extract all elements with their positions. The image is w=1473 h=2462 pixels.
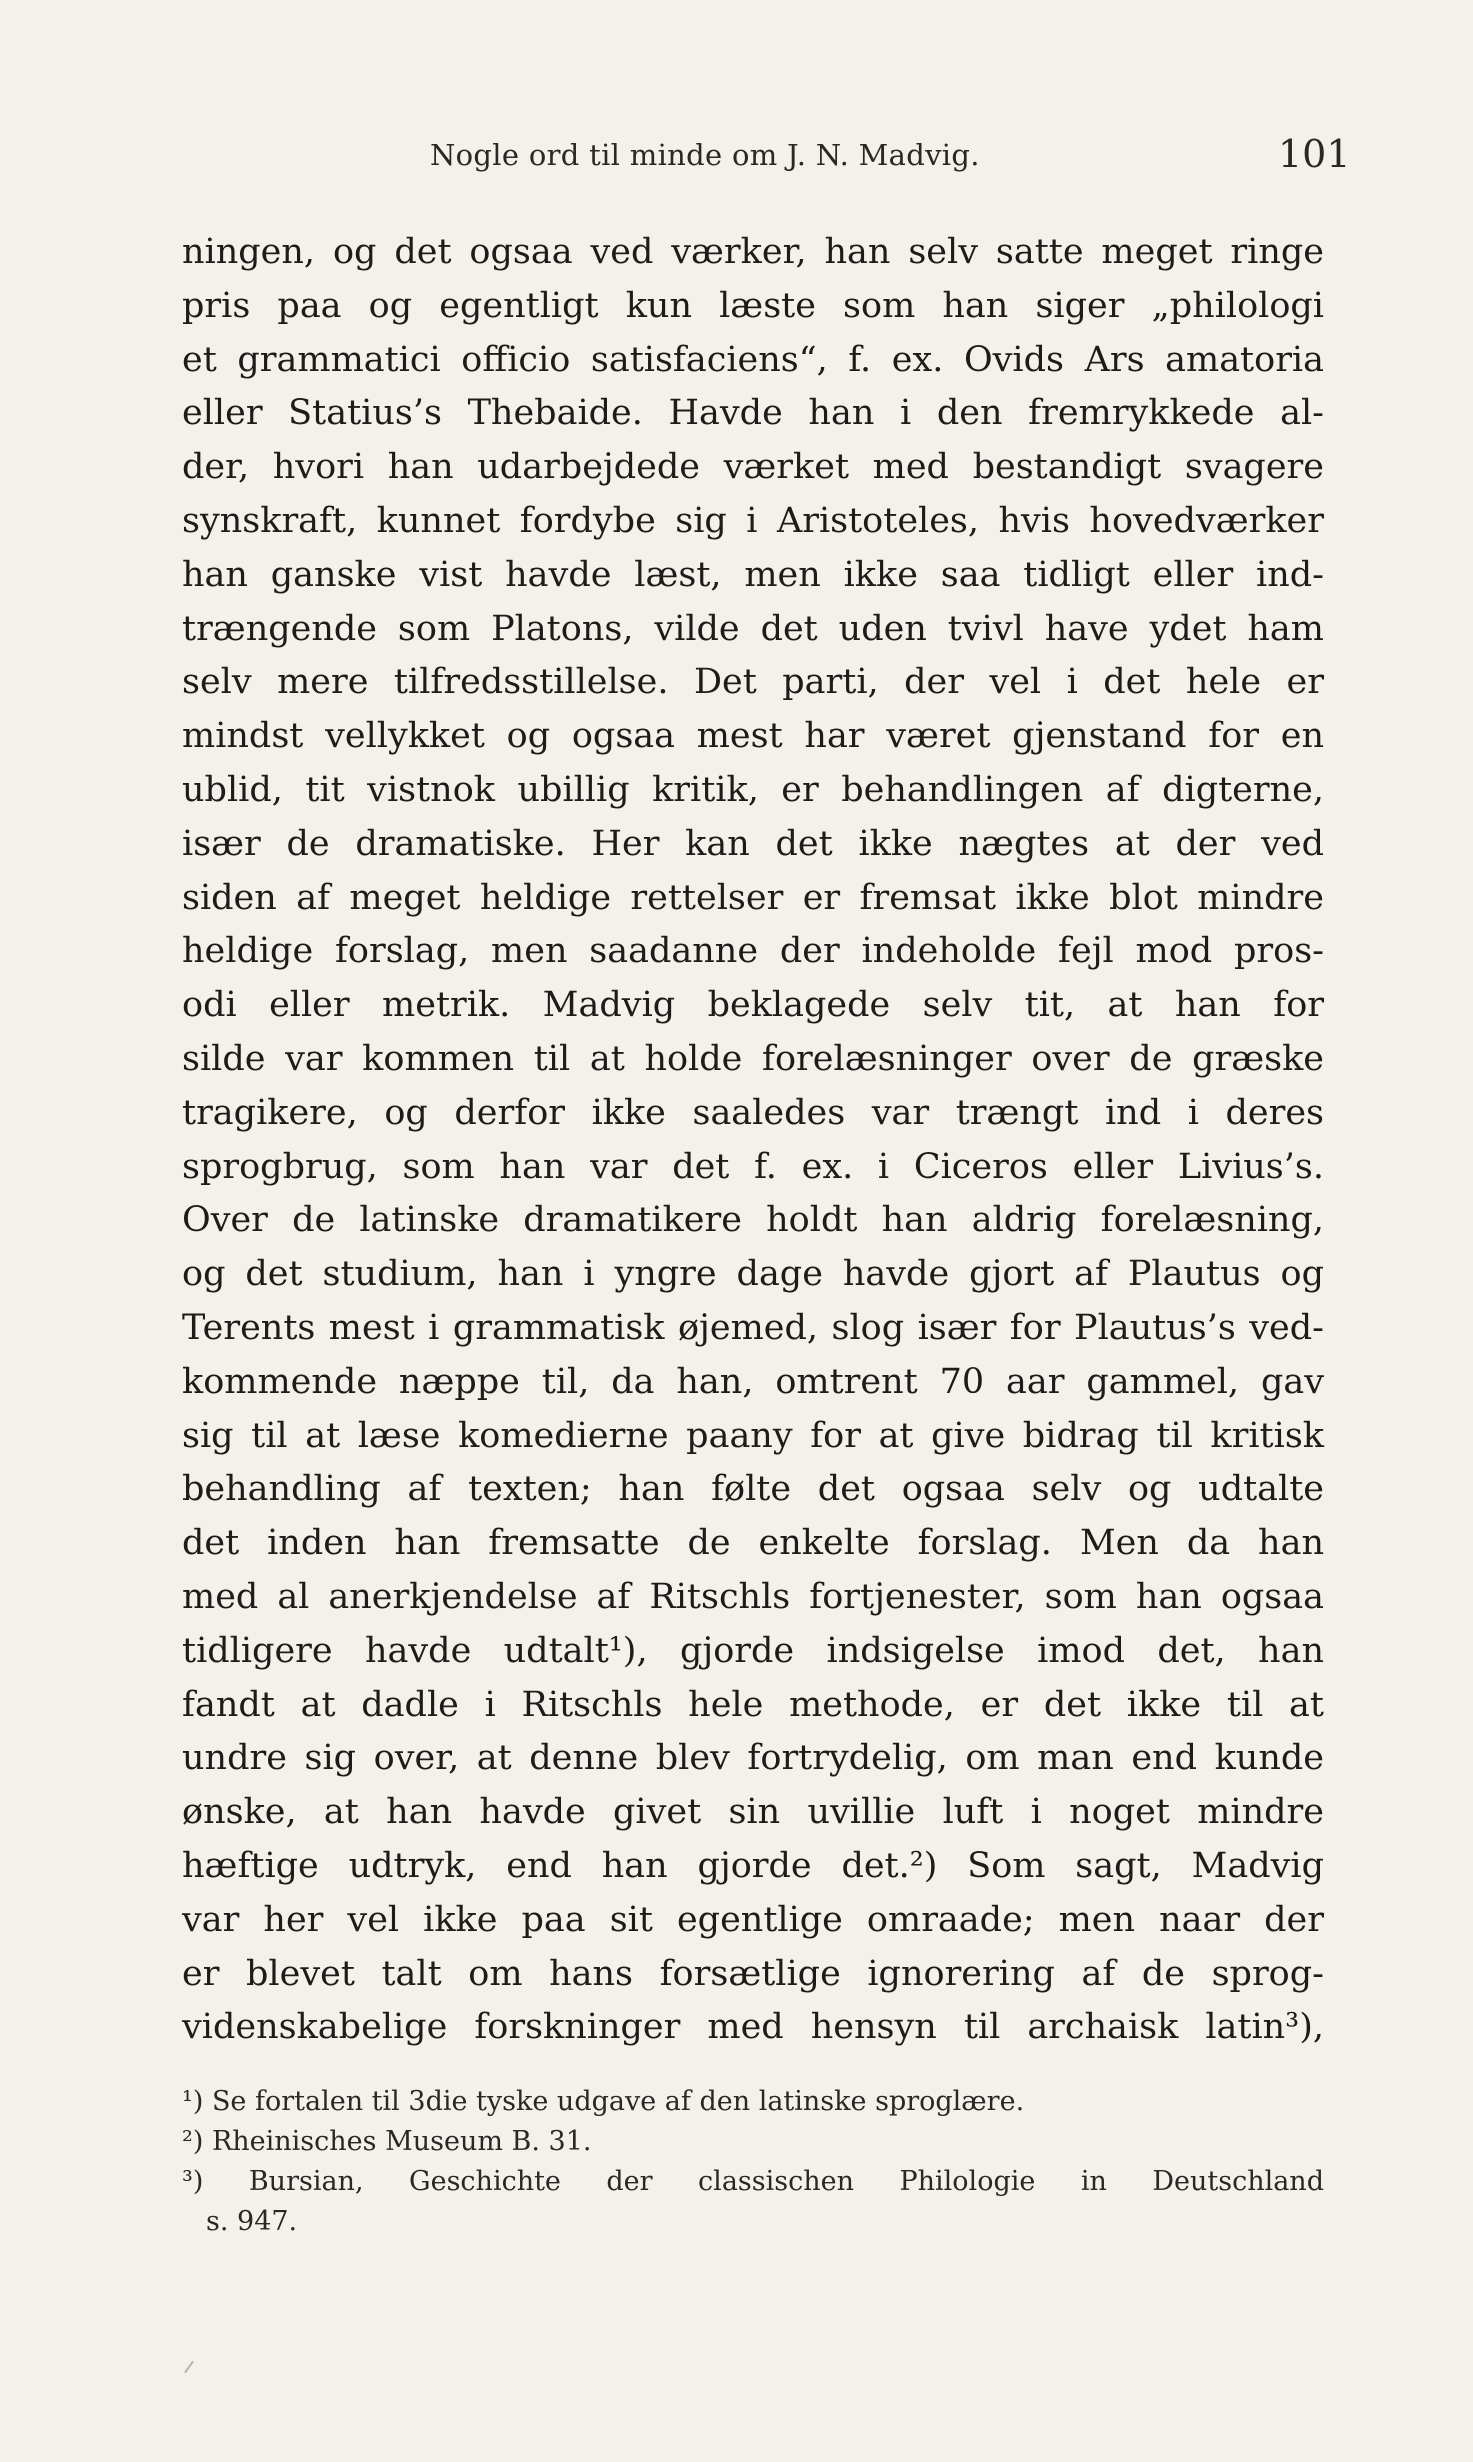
text-line: han ganske vist havde læst, men ikke saa tidligt eller ind- [182, 554, 1324, 595]
footnotes [182, 2082, 1324, 2242]
text-line: videnskabelige forskninger med hensyn til archaisk latin³), [182, 2007, 1324, 2048]
text-line: pris paa og egentligt kun læste som han siger „philologi [182, 285, 1324, 326]
running-head: Nogle ord til minde om J. N. Madvig. [430, 138, 980, 172]
footnote-2: ²) Rheinisches Museum B. 31. [182, 2126, 592, 2157]
text-line: Over de latinske dramatikere holdt han aldrig forelæsning, [182, 1200, 1324, 1241]
text-line: Terents mest i grammatisk øjemed, slog især for Plautus’s ved- [182, 1307, 1324, 1348]
text-line: synskraft, kunnet fordybe sig i Aristoteles, hvis hovedværker [182, 500, 1324, 541]
text-line: var her vel ikke paa sit egentlige omraade; men naar der [182, 1899, 1324, 1940]
text-line: siden af meget heldige rettelser er fremsat ikke blot mindre [182, 877, 1324, 918]
text-line: det inden han fremsatte de enkelte forslag. Men da han [182, 1523, 1324, 1564]
footnote-1: ¹) Se fortalen til 3die tyske udgave af den latinske sproglære. [182, 2086, 1025, 2117]
text-line: der, hvori han udarbejdede værket med bestandigt svagere [182, 447, 1324, 488]
text-line: mindst vellykket og ogsaa mest har været gjenstand for en [182, 716, 1324, 757]
text-line: sig til at læse komedierne paany for at give bidrag til kritisk [182, 1415, 1324, 1456]
text-line: ønske, at han havde givet sin uvillie luft i noget mindre [182, 1792, 1324, 1833]
text-line: fandt at dadle i Ritschls hele methode, er det ikke til at [182, 1684, 1324, 1725]
text-line: ublid, tit vistnok ubillig kritik, er behandlingen af digterne, [182, 769, 1324, 810]
text-line: og det studium, han i yngre dage havde gjort af Plautus og [182, 1254, 1324, 1295]
text-line: eller Statius’s Thebaide. Havde han i den fremrykkede al- [182, 393, 1324, 434]
text-line: et grammatici officio satisfaciens“, f. ex. Ovids Ars amatoria [182, 339, 1324, 380]
text-line: ningen, og det ogsaa ved værker, han selv satte meget ringe [182, 232, 1324, 272]
text-line: tidligere havde udtalt¹), gjorde indsigelse imod det, han [182, 1630, 1324, 1671]
text-line: kommende næppe til, da han, omtrent 70 aar gammel, gav [182, 1361, 1324, 1402]
footnote-3: ³) Bursian, Geschichte der classischen Philologie in Deutschland [182, 2166, 1324, 2197]
text-line: behandling af texten; han følte det ogsaa selv og udtalte [182, 1469, 1324, 1510]
text-line: odi eller metrik. Madvig beklagede selv tit, at han for [182, 985, 1324, 1026]
text-line: tragikere, og derfor ikke saaledes var trængt ind i deres [182, 1092, 1324, 1133]
page-speck [184, 2361, 194, 2374]
text-line: silde var kommen til at holde forelæsninger over de græske [182, 1038, 1324, 1079]
text-line: er blevet talt om hans forsætlige ignorering af de sprog- [182, 1953, 1324, 1994]
text-line: sprogbrug, som han var det f. ex. i Ciceros eller Livius’s. [182, 1146, 1324, 1187]
text-line: hæftige udtryk, end han gjorde det.²) Som sagt, Madvig [182, 1845, 1324, 1886]
footnote-3-continuation: s. 947. [206, 2206, 298, 2237]
text-line: undre sig over, at denne blev fortrydelig, om man end kunde [182, 1738, 1324, 1779]
text-line: heldige forslag, men saadanne der indeholde fejl mod pros- [182, 931, 1324, 972]
text-line: med al anerkjendelse af Ritschls fortjenester, som han ogsaa [182, 1576, 1324, 1617]
page-number: 101 [1278, 132, 1351, 176]
text-line: især de dramatiske. Her kan det ikke nægtes at der ved [182, 823, 1324, 864]
text-line: selv mere tilfredsstillelse. Det parti, der vel i det hele er [182, 662, 1324, 703]
text-line: trængende som Platons, vilde det uden tvivl have ydet ham [182, 608, 1324, 649]
body-text [182, 226, 1324, 2055]
